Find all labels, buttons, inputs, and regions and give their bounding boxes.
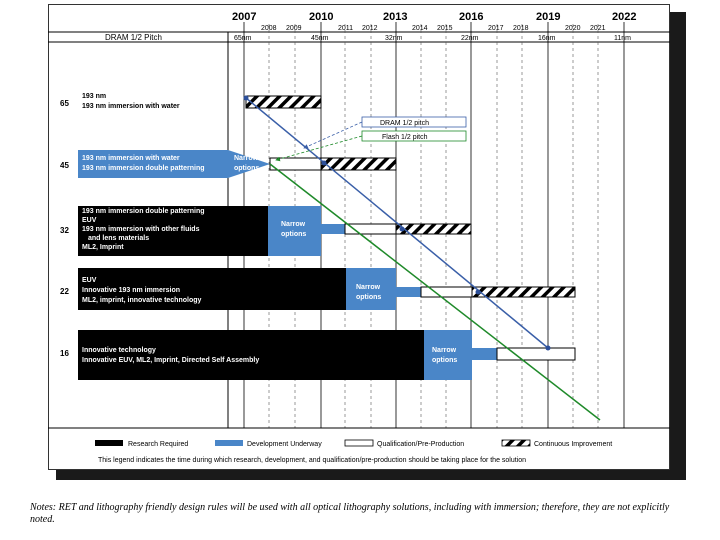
research-block [78,330,424,380]
row-text: ML2, Imprint [82,244,124,251]
year-minor: 2014 [412,25,428,32]
continuous-improvement-bar [246,96,321,108]
row-text: 193 nm immersion double patterning [82,165,205,172]
year-minor: 2018 [513,25,529,32]
row-text: and lens materials [88,235,150,242]
year-minor: 2011 [338,25,354,32]
continuous-improvement-bar [321,158,396,170]
year-major: 2022 [612,11,637,23]
legend-swatch-research [95,440,123,446]
narrow-options-label: Narrow [432,347,457,354]
narrow-options-label: options [356,294,382,301]
continuous-improvement-bar [396,224,471,234]
flash-trend-label: Flash 1/2 pitch [382,134,428,141]
year-major: 2016 [459,11,484,23]
year-minor: 2009 [286,25,302,32]
continuous-improvement-bar [472,287,575,297]
node-label: 32nm [385,35,403,42]
row-text: ML2, imprint, innovative technology [82,297,202,304]
year-minor: 2017 [488,25,504,32]
legend-swatch-improvement [502,440,530,446]
half-pitch-label: DRAM 1/2 Pitch [105,33,162,42]
row-text: 193 nm immersion with other fluids [82,226,200,233]
narrow-options-label: options [281,231,307,238]
year-minor: 2021 [590,25,606,32]
legend-footnote: This legend indicates the time during which research, development, and qualification/pre-production should be taking place for the solution [98,457,527,464]
narrow-options-label: Narrow [356,284,381,291]
row-text: Innovative 193 nm immersion [82,287,181,294]
narrow-options-label: options [234,165,260,172]
year-major: 2010 [309,11,334,23]
year-minor: 2015 [437,25,453,32]
node-label: 45nm [311,35,329,42]
row-text: 193 nm [82,93,107,100]
year-major: 2013 [383,11,408,23]
year-major: 2007 [232,11,257,23]
row-node-45: 45 [60,161,69,170]
row-node-65: 65 [60,99,69,108]
qualification-bar [421,287,472,297]
node-label: 22nm [461,35,479,42]
legend-improvement: Continuous Improvement [534,441,613,448]
node-label: 65nm [234,35,252,42]
year-minor: 2020 [565,25,581,32]
year-minor: 2012 [362,25,378,32]
flash-label-pointer [276,136,362,160]
row-text: EUV [82,277,97,284]
node-label: 11nm [614,35,631,42]
development-block [424,330,497,380]
row-text: 193 nm immersion with water [82,155,180,162]
row-node-16: 16 [60,349,69,358]
dram-trend-label: DRAM 1/2 pitch [380,120,430,127]
year-minor: 2008 [261,25,277,32]
row-text: Innovative technology [82,347,156,354]
node-label: 16nm [538,35,556,42]
figure-notes: Notes: RET and lithography friendly design rules will be used with all optical lithography solutions, including with immersion; therefore, they are not explicitly noted. [30,502,670,525]
row-text: 193 nm immersion with water [82,103,180,110]
row-node-32: 32 [60,226,69,235]
row-node-22: 22 [60,287,69,296]
narrow-options-label: Narrow [234,155,259,162]
legend-qualification: Qualification/Pre-Production [377,441,465,448]
row-text: 193 nm immersion double patterning [82,208,205,215]
row-text: EUV [82,217,97,224]
row-text: Innovative EUV, ML2, Imprint, Directed Self Assembly [82,357,260,364]
narrow-options-label: Narrow [281,221,306,228]
legend-swatch-development [215,440,243,446]
year-major: 2019 [536,11,561,23]
legend-swatch-qualification [345,440,373,446]
legend-development: Development Underway [247,441,322,448]
legend-research: Research Required [128,441,189,448]
narrow-options-label: options [432,357,458,364]
